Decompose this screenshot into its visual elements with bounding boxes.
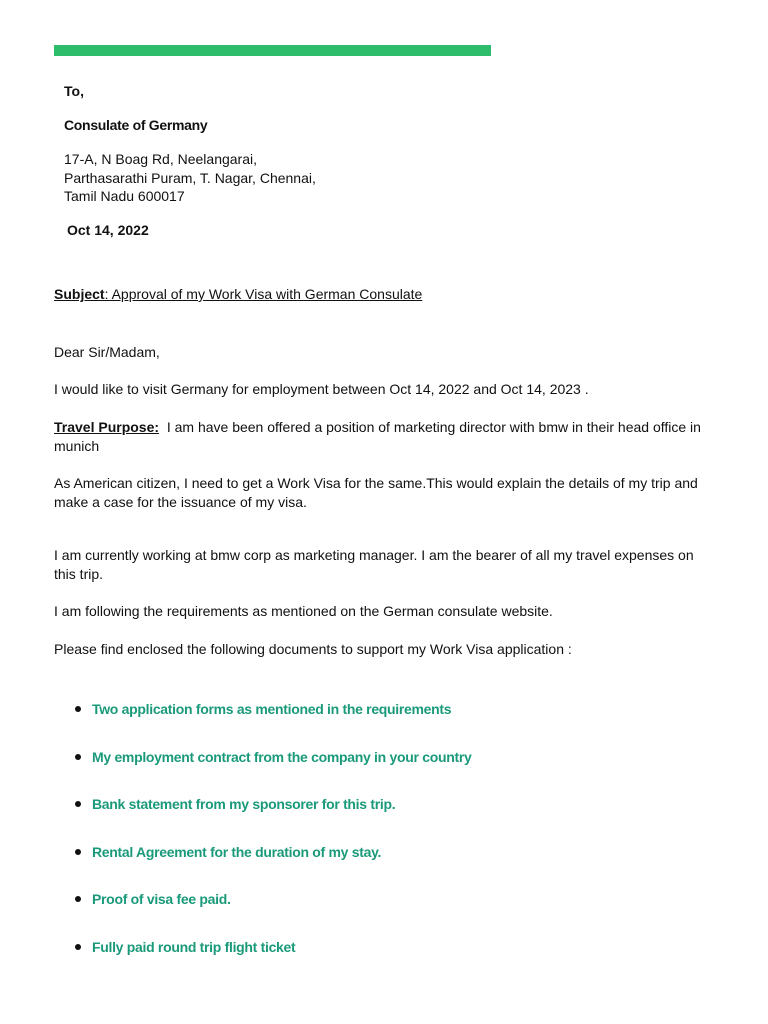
- travel-purpose-text: I am have been offered a position of marketing director with bmw in their head office in munich: [54, 419, 705, 454]
- intro-paragraph: I would like to visit Germany for employment between Oct 14, 2022 and Oct 14, 2023 .: [54, 381, 589, 397]
- bullet-icon: [75, 896, 81, 902]
- address-line: 17-A, N Boag Rd, Neelangarai,: [64, 151, 257, 167]
- subject-text: : Approval of my Work Visa with German Consulate: [104, 286, 423, 302]
- list-item: [54, 889, 714, 937]
- list-item: [54, 794, 714, 842]
- bullet-icon: [75, 801, 81, 807]
- list-item: [54, 937, 714, 985]
- document-label: Two application forms as mentioned in the requirements: [92, 701, 452, 717]
- document-label: Fully paid round trip flight ticket: [92, 938, 296, 955]
- requirements-paragraph: I am following the requirements as mentioned on the German consulate website.: [54, 603, 553, 619]
- letter-date: Oct 14, 2022: [67, 222, 149, 238]
- address-line: Tamil Nadu 600017: [64, 188, 185, 204]
- header-accent-bar: [54, 45, 491, 56]
- to-label: To,: [64, 83, 84, 99]
- address-line: Parthasarathi Puram, T. Nagar, Chennai,: [64, 170, 316, 186]
- bullet-icon: [75, 754, 81, 760]
- salutation: Dear Sir/Madam,: [54, 344, 160, 360]
- documents-list: [54, 699, 714, 984]
- recipient-name: Consulate of Germany: [64, 117, 208, 133]
- document-label: Proof of visa fee paid.: [92, 891, 231, 907]
- document-label: Rental Agreement for the duration of my stay.: [92, 843, 382, 860]
- subject-label: Subject: [54, 286, 105, 302]
- document-label: Bank statement from my sponsorer for this trip.: [92, 796, 396, 812]
- travel-purpose-label: Travel Purpose:: [54, 419, 160, 435]
- enclosed-paragraph: Please find enclosed the following documents to support my Work Visa application :: [54, 641, 572, 657]
- citizen-paragraph: As American citizen, I need to get a Work Visa for the same.This would explain the details of my trip and make a case for the issuance of my visa.: [54, 475, 698, 510]
- list-item: [54, 842, 714, 890]
- list-item: [54, 747, 714, 795]
- bullet-icon: [75, 944, 81, 950]
- employment-paragraph: I am currently working at bmw corp as marketing manager. I am the bearer of all my travel expenses on this trip.: [54, 547, 694, 582]
- document-label: My employment contract from the company in your country: [92, 748, 472, 765]
- travel-purpose-paragraph: [54, 418, 714, 456]
- subject-line: [54, 285, 422, 304]
- bullet-icon: [75, 849, 81, 855]
- bullet-icon: [75, 706, 81, 712]
- list-item: [54, 699, 714, 747]
